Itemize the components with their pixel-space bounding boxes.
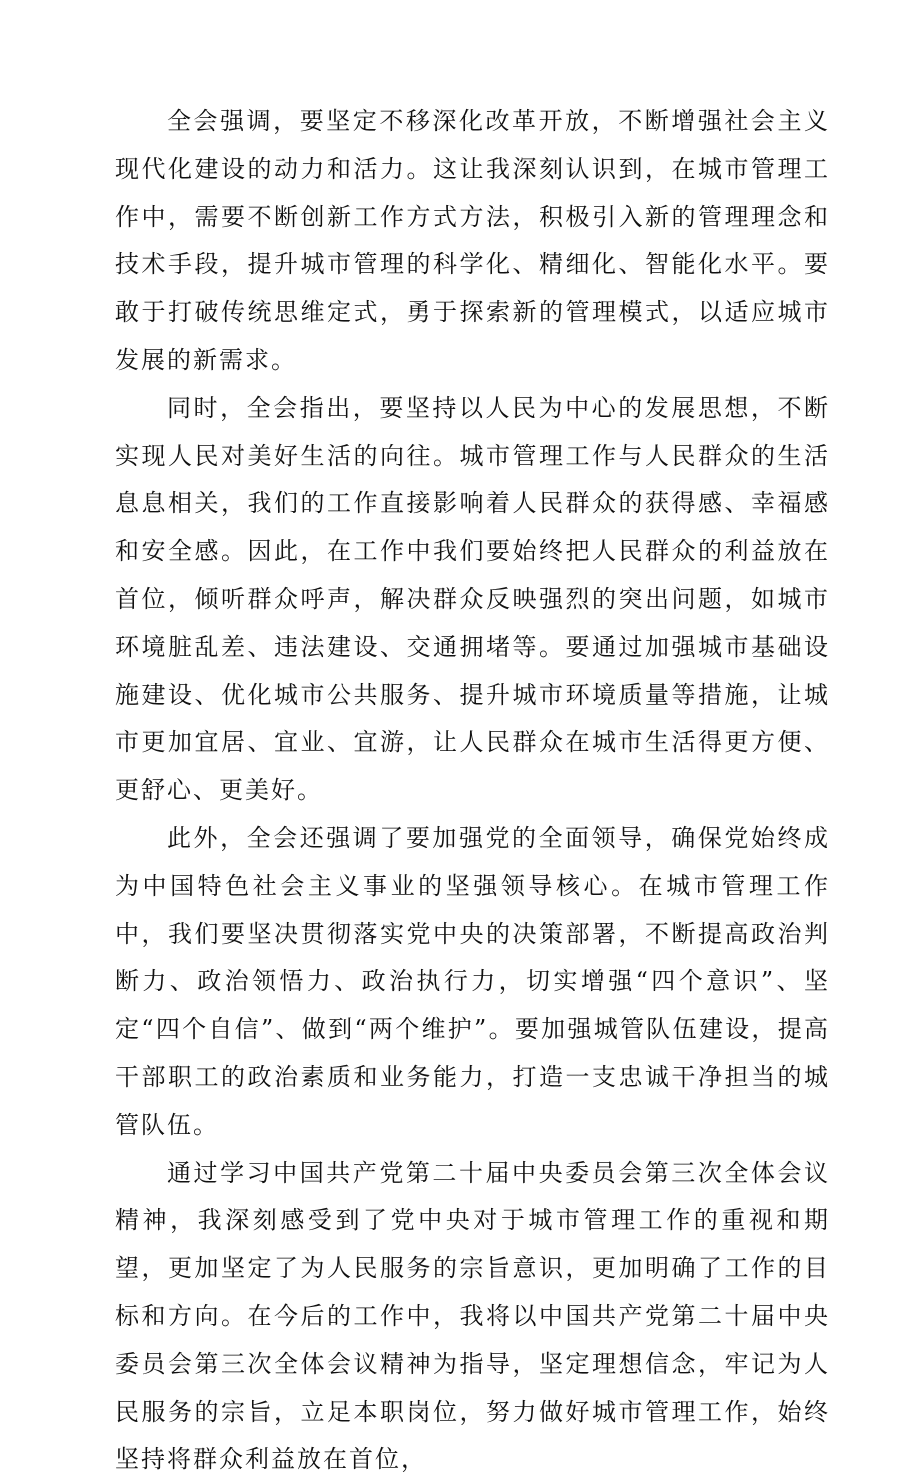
paragraph-people-centered: 同时，全会指出，要坚持以人民为中心的发展思想，不断实现人民对美好生活的向往。城市管理工作与人民群众的生活息息相关，我们的工作直接影响着人民群众的获得感、幸福感和安全感。因此，在工作中我们要始终把人民群众的利益放在首位，倾听群众呼声，解决群众反映强烈的突出问题，如城市环境脏乱差、违法建设、交通拥堵等。要通过加强城市基础设施建设、优化城市公共服务、提升城市环境质量等措施，让城市更加宜居、宜业、宜游，让人民群众在城市生活得更方便、更舒心、更美好。 — [115, 393, 830, 805]
paragraph-conclusion: 通过学习中国共产党第二十届中央委员会第三次全体会议精神，我深刻感受到了党中央对于城市管理工作的重视和期望，更加坚定了为人民服务的宗旨意识，更加明确了工作的目标和方向。在今后的工作中，我将以中国共产党第二十届中央委员会第三次全体会议精神为指导，坚定理想信念，牢记为人民服务的宗旨，立足本职岗位，努力做好城市管理工作，始终坚持将群众利益放在首位， — [115, 1158, 830, 1474]
document-body — [115, 98, 830, 1484]
paragraph-reform-opening: 全会强调，要坚定不移深化改革开放，不断增强社会主义现代化建设的动力和活力。这让我深刻认识到，在城市管理工作中，需要不断创新工作方式方法，积极引入新的管理理念和技术手段，提升城市管理的科学化、精细化、智能化水平。要敢于打破传统思维定式，勇于探索新的管理模式，以适应城市发展的新需求。 — [115, 107, 830, 374]
paragraph-party-leadership: 此外，全会还强调了要加强党的全面领导，确保党始终成为中国特色社会主义事业的坚强领导核心。在城市管理工作中，我们要坚决贯彻落实党中央的决策部署，不断提高政治判断力、政治领悟力、政治执行力，切实增强“四个意识”、坚定“四个自信”、做到“两个维护”。要加强城管队伍建设，提高干部职工的政治素质和业务能力，打造一支忠诚干净担当的城管队伍。 — [115, 823, 830, 1139]
